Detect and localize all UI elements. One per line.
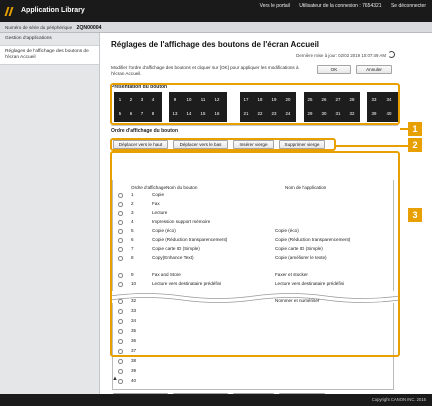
row-number: 10 <box>131 281 137 286</box>
layout-cell: 28 <box>349 97 355 102</box>
row-button-name: Copie carte ID (Simple) <box>152 246 200 251</box>
row-radio[interactable] <box>118 359 123 364</box>
layout-cell: 11 <box>200 97 206 102</box>
layout-cell: 5 <box>118 111 122 116</box>
logged-in-user: Utilisateur de la connexion : 7654321 <box>299 3 382 9</box>
row-function: Copie carte ID (Simple) <box>275 246 323 251</box>
refresh-icon[interactable] <box>388 51 395 58</box>
row-number: 40 <box>131 378 137 383</box>
layout-cell: 13 <box>172 111 178 116</box>
layout-cell: 2 <box>129 97 133 102</box>
row-button-name: Lecture vers destinataire prédéfini <box>152 281 222 286</box>
page-title: Réglages de l'affichage des boutons de l'écran Accueil <box>111 40 320 49</box>
row-function: Copie (Réduction transparencement) <box>275 237 351 242</box>
layout-cell: 16 <box>214 111 220 116</box>
layout-cell: 34 <box>386 97 392 102</box>
row-button-name: Fax and Store <box>152 272 181 277</box>
row-number: 1 <box>131 192 134 197</box>
layout-cell: 23 <box>271 111 277 116</box>
col-header-order: Ordre d'affichage <box>131 185 167 190</box>
layout-cell: 8 <box>151 111 155 116</box>
row-button-name: Copy(Enhance Text) <box>152 255 194 260</box>
list-item[interactable] <box>116 367 392 375</box>
device-serial: 2QN00004 <box>76 25 102 31</box>
delete-blank-button[interactable]: Supprimer vierge <box>279 140 325 149</box>
layout-cell: 10 <box>186 97 192 102</box>
cancel-button[interactable]: Annuler <box>356 65 392 74</box>
row-number: 32 <box>131 298 137 303</box>
layout-cell: 31 <box>335 111 341 116</box>
layout-cell: 22 <box>257 111 263 116</box>
layout-cell: 40 <box>386 111 392 116</box>
layout-cell: 12 <box>214 97 220 102</box>
layout-cell: 32 <box>349 111 355 116</box>
layout-cell: 21 <box>243 111 249 116</box>
callout-leader-2 <box>336 145 408 147</box>
layout-cell: 3 <box>140 97 144 102</box>
insert-blank-button[interactable]: Insérer vierge <box>233 140 274 149</box>
row-number: 2 <box>131 201 134 206</box>
layout-cell: 39 <box>371 111 377 116</box>
last-updated: Dernière mise à jour: 02/02 2019 10:07:49 AM <box>296 53 386 58</box>
row-function: Faxer et stocker <box>275 272 308 277</box>
row-number: 38 <box>131 358 137 363</box>
col-header-button-name: Nom du bouton <box>166 185 198 190</box>
section-divider <box>111 125 398 126</box>
row-number: 36 <box>131 338 137 343</box>
top-bar <box>0 0 432 22</box>
layout-cell: 9 <box>173 97 177 102</box>
top-links <box>252 3 426 9</box>
list-item[interactable] <box>116 357 392 365</box>
logout-link[interactable]: Se déconnecter <box>390 3 426 9</box>
ok-button[interactable]: OK <box>317 65 351 74</box>
list-item[interactable] <box>116 377 392 385</box>
back-to-top-icon[interactable]: ▲ <box>112 376 118 382</box>
row-function: Copie (éco) <box>275 228 299 233</box>
callout-frame-3 <box>110 151 400 357</box>
layout-cell: 18 <box>257 97 263 102</box>
app-title: Application Library <box>21 7 85 14</box>
device-serial-label: Numéro de série du périphérique <box>5 25 73 30</box>
layout-cell: 4 <box>151 97 155 102</box>
row-button-name: Copie <box>152 192 165 197</box>
row-number: 39 <box>131 368 137 373</box>
row-button-name: Lecture <box>152 210 168 215</box>
row-number: 33 <box>131 308 137 313</box>
layout-cell: 17 <box>243 97 249 102</box>
order-section-title: Ordre d'affichage du bouton <box>111 128 179 134</box>
instructions: Modifier l'ordre d'affichage des boutons et cliquer sur [OK] pour appliquer les modifications à l'écran Accueil. <box>111 65 299 76</box>
callout-frame-2 <box>110 138 336 151</box>
row-number: 3 <box>131 210 134 215</box>
callout-frame-1 <box>110 83 400 125</box>
row-function: Lecture vers destinataire prédéfini <box>275 281 345 286</box>
row-number: 6 <box>131 237 134 242</box>
row-button-name: Copie (éco) <box>152 228 176 233</box>
callout-badge-2: 2 <box>408 138 422 152</box>
layout-cell: 33 <box>371 97 377 102</box>
layout-cell: 1 <box>118 97 122 102</box>
callout-badge-3: 3 <box>408 208 422 222</box>
row-number: 5 <box>131 228 134 233</box>
layout-cell: 26 <box>321 97 327 102</box>
layout-cell: 15 <box>200 111 206 116</box>
copyright-text: Copyright CANON INC. 2015 <box>371 397 426 402</box>
row-number: 8 <box>131 255 134 260</box>
col-header-function: Nom de l'application <box>285 185 327 190</box>
layout-cell: 7 <box>140 111 144 116</box>
row-number: 37 <box>131 348 137 353</box>
layout-cell: 19 <box>271 97 277 102</box>
row-number: 7 <box>131 246 134 251</box>
move-up-button[interactable]: Déplacer vers le haut <box>113 140 168 149</box>
row-function: Nommer et numériser <box>275 298 320 303</box>
row-number: 35 <box>131 328 137 333</box>
sidebar-item-home-button-settings[interactable]: Réglages de l'affichage des boutons de l'écran Accueil <box>0 46 99 65</box>
layout-section-title: Présentation du bouton <box>111 84 168 90</box>
row-number: 34 <box>131 318 137 323</box>
callout-leader-1 <box>400 128 408 130</box>
sidebar <box>0 33 100 394</box>
row-number: 9 <box>131 272 134 277</box>
row-radio[interactable] <box>118 369 123 374</box>
footer <box>0 394 432 406</box>
row-function: Copie (améliorer le texte) <box>275 255 327 260</box>
layout-cell: 30 <box>321 111 327 116</box>
row-button-name: Fax <box>152 201 160 206</box>
device-bar <box>0 22 432 33</box>
layout-cell: 25 <box>307 97 313 102</box>
row-radio[interactable] <box>118 379 123 384</box>
row-number: 4 <box>131 219 134 224</box>
layout-cell: 6 <box>129 111 133 116</box>
layout-cell: 20 <box>285 97 291 102</box>
portal-link[interactable]: Vers le portail <box>259 3 290 9</box>
app-logo-icon <box>5 7 15 16</box>
row-button-name: Impression support mémoire <box>152 219 211 224</box>
layout-cell: 24 <box>285 111 291 116</box>
layout-cell: 29 <box>307 111 313 116</box>
sidebar-item-app-management[interactable]: Gestion d'applications <box>0 33 99 46</box>
layout-cell: 27 <box>335 97 341 102</box>
layout-cell: 14 <box>186 111 192 116</box>
callout-badge-1: 1 <box>408 122 422 136</box>
row-button-name: Copie (Réduction transparencement) <box>152 237 228 242</box>
move-down-button[interactable]: Déplacer vers le bas <box>173 140 228 149</box>
